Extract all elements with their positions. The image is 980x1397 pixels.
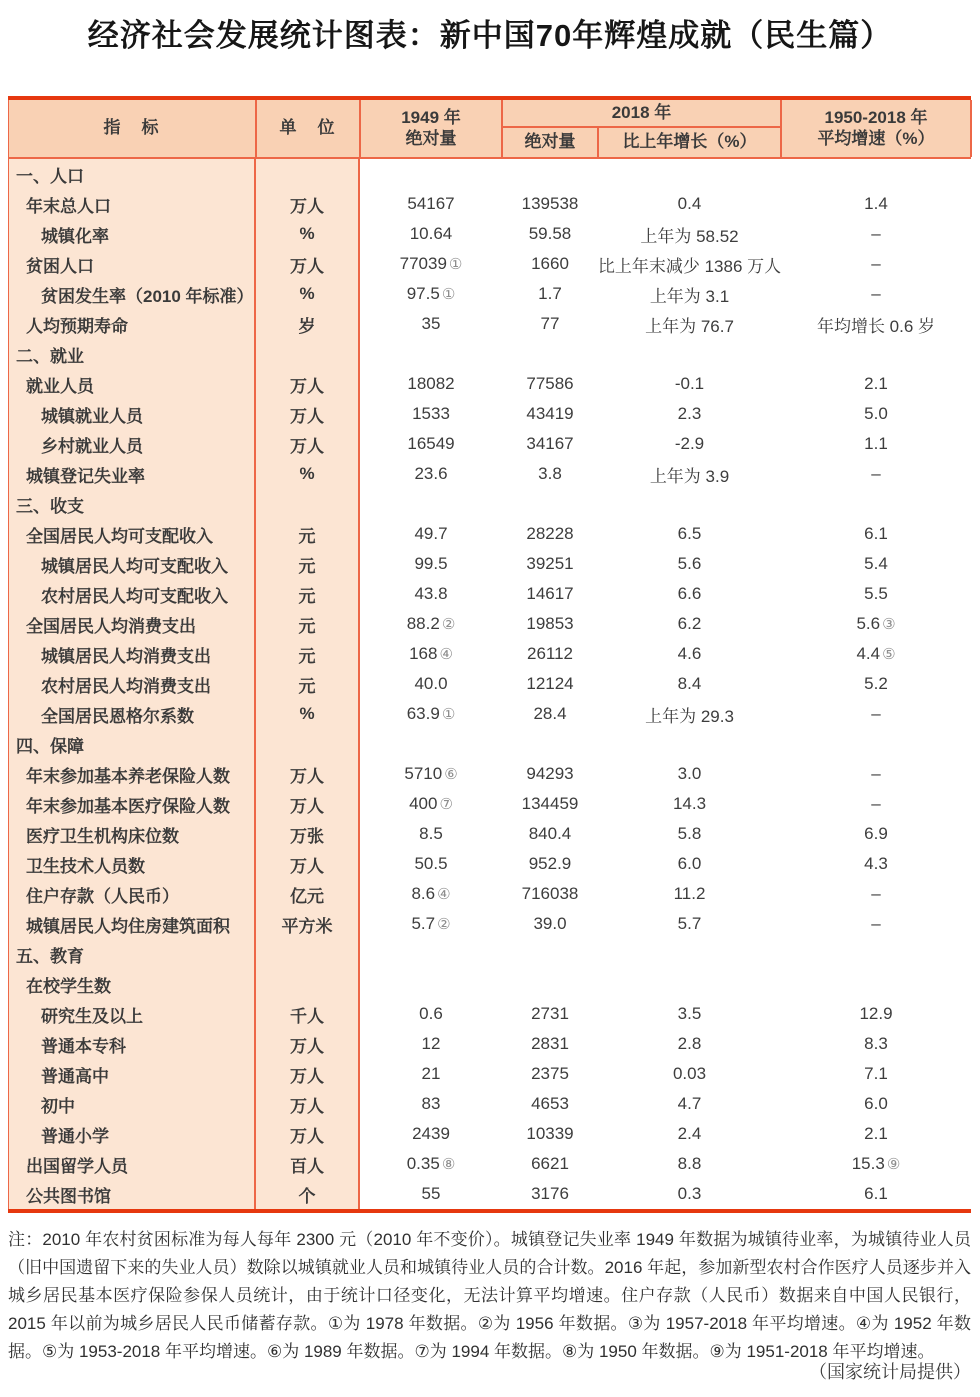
row-indicator: 在校学生数 [8,969,256,999]
row-unit: 亿元 [256,879,360,909]
row-growth-2018: 2.8 [677,1034,702,1053]
row-avg-growth: 4.3 [864,854,888,873]
row-value-1949: 8.5 [419,824,443,843]
row-avg-growth: – [871,704,881,723]
row-value-1949 [360,339,502,369]
row-indicator: 贫困发生率（2010 年标准） [8,279,256,309]
row-value-1949: 12 [421,1034,441,1053]
row-value-1949: 54167 [407,194,455,213]
row-unit [256,339,360,369]
row-value-2018: 43419 [526,404,574,423]
row-avg-growth: 8.3 [864,1034,888,1053]
row-indicator: 研究生及以上 [8,999,256,1029]
row-value-2018 [502,339,598,369]
row-growth-2018: 5.7 [677,914,702,933]
row-value-2018: 6621 [531,1154,569,1173]
row-indicator: 公共图书馆 [8,1179,256,1209]
row-indicator: 全国居民恩格尔系数 [8,699,256,729]
table-header [8,100,971,159]
header-avg-line2: 平均增速（%） [817,128,935,148]
row-avg-growth: 5.6 ③ [856,614,896,633]
table-row [8,249,971,279]
row-indicator: 城镇登记失业率 [8,459,256,489]
row-unit [256,729,360,759]
row-avg-growth [781,339,971,369]
table-body [8,159,971,1209]
header-2018-absolute: 绝对量 [503,128,599,157]
row-value-1949: 99.5 [414,554,448,573]
row-value-2018: 1660 [531,254,569,273]
row-indicator: 普通高中 [8,1059,256,1089]
row-value-1949 [360,489,502,519]
row-value-2018: 77586 [526,374,574,393]
row-avg-growth: – [871,254,881,273]
row-value-1949: 88.2 ② [406,614,456,633]
row-growth-2018: 8.8 [677,1154,702,1173]
row-growth-2018: 4.6 [677,644,702,663]
row-unit: 元 [256,669,360,699]
row-unit: % [256,699,360,729]
table-row [8,489,971,519]
row-value-1949: 10.64 [409,224,453,243]
row-growth-2018 [598,489,781,519]
row-value-2018: 19853 [526,614,574,633]
row-value-2018: 28228 [526,524,574,543]
row-value-1949 [360,969,502,999]
header-1949-line1: 1949 年 [401,108,461,128]
table-row [8,579,971,609]
table-bottom-rule [8,1209,971,1213]
row-indicator: 年末总人口 [8,189,256,219]
row-avg-growth: – [871,224,881,243]
row-value-2018: 10339 [526,1124,574,1143]
row-indicator: 初中 [8,1089,256,1119]
row-indicator: 全国居民人均可支配收入 [8,519,256,549]
row-unit: 万人 [256,759,360,789]
table-row [8,699,971,729]
row-unit [256,969,360,999]
row-unit: % [256,459,360,489]
row-value-1949: 97.5 ① [406,284,456,303]
row-value-1949: 18082 [407,374,455,393]
row-unit: 万人 [256,369,360,399]
stats-table [8,96,971,1213]
header-1949 [361,100,503,157]
row-unit: 元 [256,579,360,609]
row-value-2018: 14617 [526,584,574,603]
row-value-1949: 23.6 [414,464,448,483]
row-indicator: 城镇居民人均消费支出 [8,639,256,669]
row-value-1949: 77039 ① [399,254,463,273]
row-value-2018 [502,729,598,759]
header-avg-growth [782,100,972,157]
row-growth-2018: 上年为 58.52 [640,226,739,246]
provider-credit: （国家统计局提供） [809,1362,971,1382]
row-indicator: 乡村就业人员 [8,429,256,459]
table-row [8,459,971,489]
row-growth-2018: 6.0 [677,854,702,873]
row-value-1949: 168 ④ [409,644,453,663]
row-avg-growth: 1.4 [864,194,888,213]
row-avg-growth: – [871,764,881,783]
row-value-2018: 28.4 [533,704,567,723]
row-value-2018: 139538 [521,194,579,213]
row-unit: % [256,279,360,309]
row-growth-2018: 3.5 [677,1004,702,1023]
row-value-1949: 1533 [412,404,450,423]
row-indicator: 医疗卫生机构床位数 [8,819,256,849]
row-value-2018: 34167 [526,434,574,453]
row-value-2018: 2375 [531,1064,569,1083]
row-indicator: 城镇化率 [8,219,256,249]
row-unit: 万人 [256,1029,360,1059]
row-growth-2018: 0.4 [677,194,702,213]
table-row [8,1179,971,1209]
row-avg-growth [781,969,971,999]
row-avg-growth: – [871,884,881,903]
row-unit: 万人 [256,249,360,279]
row-avg-growth [781,729,971,759]
row-avg-growth: 6.1 [864,524,888,543]
row-growth-2018 [598,159,781,189]
row-growth-2018: 11.2 [673,884,706,903]
row-growth-2018: 0.3 [677,1184,702,1203]
row-value-2018: 59.58 [528,224,572,243]
table-row [8,549,971,579]
row-indicator: 出国留学人员 [8,1149,256,1179]
row-value-2018: 716038 [521,884,579,903]
table-row [8,999,971,1029]
row-unit: 万人 [256,849,360,879]
row-value-2018: 840.4 [528,824,572,843]
row-value-2018 [502,939,598,969]
row-growth-2018: 0.03 [672,1064,707,1083]
row-value-1949: 21 [421,1064,441,1083]
row-value-2018: 1.7 [538,284,562,303]
row-value-1949 [360,729,502,759]
table-row [8,969,971,999]
row-avg-growth: – [871,794,881,813]
row-indicator: 年末参加基本养老保险人数 [8,759,256,789]
header-indicator: 指 标 [9,100,257,157]
row-unit: 万张 [256,819,360,849]
row-value-1949: 16549 [407,434,455,453]
row-indicator: 四、保障 [8,729,256,759]
row-growth-2018: 6.6 [677,584,702,603]
row-avg-growth: – [871,914,881,933]
table-row [8,519,971,549]
row-value-1949 [360,159,502,189]
row-value-2018: 12124 [526,674,574,693]
row-unit: 元 [256,639,360,669]
row-indicator: 城镇居民人均可支配收入 [8,549,256,579]
header-2018-growth: 比上年增长（%） [599,128,782,157]
row-growth-2018: 6.5 [677,524,702,543]
row-avg-growth: 2.1 [864,1124,888,1143]
row-unit: 个 [256,1179,360,1209]
row-value-2018: 3.8 [538,464,562,483]
header-avg-line1: 1950-2018 年 [824,108,928,128]
footnote: 注：2010 年农村贫困标准为每人每年 2300 元（2010 年不变价）。城镇登记失业率 1949 年数据为城镇待业率，为城镇待业人员（旧中国遗留下来的失业人员）数除以城镇就业人员和城镇待业人员的合计数。2016 年起，参加新型农村合作医疗人员逐步并入城乡居民基本医疗保险参保人员统计，由于统计口径变化，无法计算平均增速。住户存款（人民币）数据来自中国人民银行，2015 年以前为城乡居民人民币储蓄存款。①为 1978 年数据。②为 1956 年数据。③为 1957-2018 年平均增速。④为 1952 年数据。⑤为 1953-2018 年平均增速。⑥为 1989 年数据。⑦为 1994 年数据。⑧为 1950 年数据。⑨为 1951-2018 年平均增速。 [8,1230,971,1361]
row-value-1949: 50.5 [414,854,448,873]
table-row [8,1149,971,1179]
table-row [8,849,971,879]
table-row [8,729,971,759]
row-value-2018: 952.9 [528,854,572,873]
row-value-1949: 43.8 [414,584,448,603]
row-avg-growth: 5.0 [864,404,888,423]
row-unit: 岁 [256,309,360,339]
row-indicator: 三、收支 [8,489,256,519]
page-title: 经济社会发展统计图表：新中国70年辉煌成就（民生篇） [87,18,893,53]
row-unit: 万人 [256,789,360,819]
row-growth-2018 [598,729,781,759]
row-value-2018: 77 [540,314,560,333]
row-value-2018: 39.0 [533,914,567,933]
table-row [8,1059,971,1089]
row-growth-2018: 上年为 3.9 [649,466,730,486]
row-indicator: 住户存款（人民币） [8,879,256,909]
table-row [8,399,971,429]
row-unit: 万人 [256,1119,360,1149]
table-row [8,879,971,909]
row-growth-2018 [598,939,781,969]
row-indicator: 全国居民人均消费支出 [8,609,256,639]
row-unit: 元 [256,549,360,579]
row-indicator: 普通本专科 [8,1029,256,1059]
row-value-1949: 40.0 [414,674,448,693]
table-row [8,279,971,309]
row-avg-growth: 5.2 [864,674,888,693]
row-value-1949: 55 [421,1184,441,1203]
row-growth-2018: 2.3 [677,404,702,423]
row-value-1949: 5710 ⑥ [404,764,458,783]
row-avg-growth: 6.1 [864,1184,888,1203]
row-growth-2018: 5.8 [677,824,702,843]
table-row [8,1029,971,1059]
table-row [8,639,971,669]
row-unit: % [256,219,360,249]
row-unit: 元 [256,519,360,549]
row-value-1949: 83 [421,1094,441,1113]
row-indicator: 农村居民人均消费支出 [8,669,256,699]
row-growth-2018: 3.0 [677,764,702,783]
row-value-2018 [502,159,598,189]
row-value-1949 [360,939,502,969]
row-avg-growth: 1.1 [864,434,888,453]
table-row [8,1089,971,1119]
row-growth-2018: 4.7 [677,1094,702,1113]
row-value-1949: 0.35 ⑧ [406,1154,456,1173]
row-value-2018 [502,969,598,999]
table-row [8,309,971,339]
row-value-2018: 2731 [531,1004,569,1023]
row-value-1949: 0.6 [419,1004,443,1023]
row-indicator: 城镇就业人员 [8,399,256,429]
row-value-1949: 8.6 ④ [411,884,451,903]
row-value-1949: 400 ⑦ [409,794,453,813]
table-row [8,609,971,639]
row-value-2018: 26112 [526,644,573,663]
row-growth-2018: 上年为 29.3 [645,706,734,726]
row-avg-growth [781,489,971,519]
row-value-2018: 3176 [531,1184,569,1203]
row-growth-2018 [598,969,781,999]
row-unit [256,159,360,189]
row-unit [256,489,360,519]
header-2018: 2018 年 [503,100,782,128]
row-indicator: 年末参加基本医疗保险人数 [8,789,256,819]
row-growth-2018 [598,339,781,369]
row-unit: 百人 [256,1149,360,1179]
table-row [8,909,971,939]
header-unit: 单 位 [257,100,361,157]
table-row [8,189,971,219]
row-growth-2018: 8.4 [677,674,702,693]
table-row [8,219,971,249]
row-indicator: 卫生技术人员数 [8,849,256,879]
row-growth-2018: 比上年末减少 1386 万人 [597,256,782,276]
table-row [8,159,971,189]
row-unit: 万人 [256,1089,360,1119]
row-unit: 千人 [256,999,360,1029]
row-indicator: 五、教育 [8,939,256,969]
row-avg-growth: 4.4 ⑤ [856,644,896,663]
row-avg-growth [781,939,971,969]
table-row [8,429,971,459]
table-row [8,1119,971,1149]
row-indicator: 农村居民人均可支配收入 [8,579,256,609]
row-value-2018: 39251 [526,554,574,573]
table-row [8,819,971,849]
row-value-2018: 94293 [526,764,574,783]
row-unit: 万人 [256,1059,360,1089]
row-value-1949: 5.7 ② [411,914,451,933]
row-growth-2018: 6.2 [677,614,702,633]
row-indicator: 普通小学 [8,1119,256,1149]
table-row [8,669,971,699]
row-unit: 平方米 [256,909,360,939]
row-growth-2018: 5.6 [677,554,702,573]
row-value-2018 [502,489,598,519]
row-growth-2018: 上年为 76.7 [645,316,734,336]
row-avg-growth: 2.1 [864,374,888,393]
row-avg-growth: 5.5 [864,584,888,603]
row-avg-growth: – [871,284,881,303]
row-growth-2018: 14.3 [672,794,707,813]
table-row [8,369,971,399]
row-indicator: 人均预期寿命 [8,309,256,339]
row-growth-2018: -0.1 [674,374,705,393]
row-unit: 万人 [256,429,360,459]
row-value-1949: 2439 [412,1124,450,1143]
row-avg-growth: 年均增长 0.6 岁 [816,316,936,336]
row-unit: 万人 [256,189,360,219]
table-row [8,939,971,969]
row-indicator: 二、就业 [8,339,256,369]
row-indicator: 城镇居民人均住房建筑面积 [8,909,256,939]
row-indicator: 就业人员 [8,369,256,399]
row-growth-2018: -2.9 [674,434,705,453]
table-row [8,759,971,789]
row-value-1949: 49.7 [414,524,448,543]
row-growth-2018: 上年为 3.1 [649,286,730,306]
row-avg-growth: – [871,464,881,483]
row-value-2018: 4653 [531,1094,569,1113]
row-value-1949: 35 [421,314,441,333]
row-value-2018: 134459 [521,794,579,813]
row-avg-growth: 6.0 [864,1094,888,1113]
row-value-1949: 63.9 ① [406,704,456,723]
row-unit: 元 [256,609,360,639]
row-value-2018: 2831 [531,1034,569,1053]
row-avg-growth: 15.3 ⑨ [851,1154,901,1173]
row-avg-growth: 5.4 [864,554,888,573]
row-avg-growth: 6.9 [864,824,888,843]
table-row [8,339,971,369]
row-indicator: 贫困人口 [8,249,256,279]
row-growth-2018: 2.4 [677,1124,702,1143]
header-1949-line2: 绝对量 [405,128,457,148]
row-avg-growth [781,159,971,189]
table-row [8,789,971,819]
row-avg-growth: 7.1 [864,1064,888,1083]
row-avg-growth: 12.9 [859,1004,893,1023]
row-unit [256,939,360,969]
row-indicator: 一、人口 [8,159,256,189]
row-unit: 万人 [256,399,360,429]
